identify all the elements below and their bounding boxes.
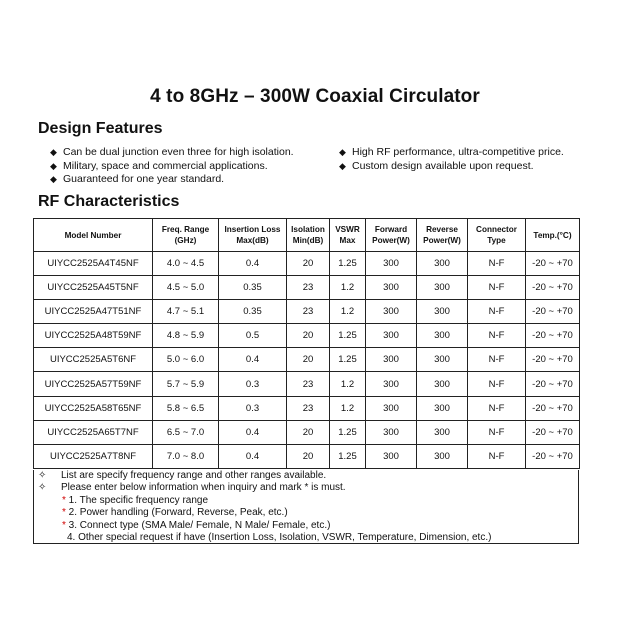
table-cell: 0.35 [219, 276, 287, 300]
note-requirement: * 3. Connect type (SMA Male/ Female, N Male/ Female, etc.) [62, 519, 331, 531]
table-cell: 300 [417, 420, 468, 444]
table-cell: 7.0 ~ 8.0 [153, 444, 219, 468]
table-cell: N-F [468, 444, 526, 468]
table-cell: -20 ~ +70 [526, 420, 580, 444]
table-cell: UIYCC2525A58T65NF [34, 396, 153, 420]
note-requirement: * 1. The specific frequency range [62, 494, 209, 506]
table-cell: N-F [468, 396, 526, 420]
table-cell: 1.2 [330, 372, 366, 396]
table-cell: 1.2 [330, 396, 366, 420]
design-features-heading: Design Features [38, 120, 163, 137]
column-header: Isolation Min(dB) [287, 219, 330, 252]
table-cell: UIYCC2525A48T59NF [34, 324, 153, 348]
table-cell: 23 [287, 372, 330, 396]
table-cell: 0.4 [219, 252, 287, 276]
table-cell: 300 [366, 444, 417, 468]
table-cell: -20 ~ +70 [526, 252, 580, 276]
column-header: Forward Power(W) [366, 219, 417, 252]
rf-characteristics-table [33, 218, 580, 469]
required-star: * [62, 519, 66, 531]
table-row [34, 276, 580, 300]
table-cell: 0.3 [219, 396, 287, 420]
table-cell: 6.5 ~ 7.0 [153, 420, 219, 444]
table-row [34, 324, 580, 348]
table-cell: UIYCC2525A47T51NF [34, 300, 153, 324]
table-cell: 0.4 [219, 444, 287, 468]
feature-item: ◆ Can be dual junction even three for high isolation. [50, 146, 294, 158]
table-cell: UIYCC2525A4T45NF [34, 252, 153, 276]
table-cell: -20 ~ +70 [526, 372, 580, 396]
table-cell: UIYCC2525A7T8NF [34, 444, 153, 468]
four-point-star-icon: ✧ [38, 482, 47, 494]
table-row [34, 420, 580, 444]
rf-characteristics-heading: RF Characteristics [38, 193, 180, 210]
four-point-star-icon: ✧ [38, 470, 47, 481]
table-row [34, 396, 580, 420]
table-cell: 300 [366, 420, 417, 444]
table-cell: 5.7 ~ 5.9 [153, 372, 219, 396]
note-requirement: 4. Other special request if have (Insertion Loss, Isolation, VSWR, Temperature, Dimension, etc.) [67, 531, 492, 543]
column-header: Insertion Loss Max(dB) [219, 219, 287, 252]
column-header: Freq. Range (GHz) [153, 219, 219, 252]
table-cell: 300 [366, 396, 417, 420]
note-requirement: * 2. Power handling (Forward, Reverse, Peak, etc.) [62, 507, 288, 519]
table-cell: 4.0 ~ 4.5 [153, 252, 219, 276]
notes-box [33, 470, 579, 544]
table-cell: 300 [366, 324, 417, 348]
table-cell: 20 [287, 444, 330, 468]
table-cell: N-F [468, 420, 526, 444]
table-cell: 0.5 [219, 324, 287, 348]
table-cell: N-F [468, 372, 526, 396]
table-cell: 1.25 [330, 444, 366, 468]
table-cell: 0.35 [219, 300, 287, 324]
table-cell: N-F [468, 252, 526, 276]
table-cell: 20 [287, 252, 330, 276]
table-cell: 300 [417, 300, 468, 324]
table-row [34, 372, 580, 396]
table-cell: 1.2 [330, 276, 366, 300]
table-cell: 0.4 [219, 420, 287, 444]
table-cell: UIYCC2525A45T5NF [34, 276, 153, 300]
page-title: 4 to 8GHz – 300W Coaxial Circulator [150, 86, 480, 107]
table-cell: 300 [366, 372, 417, 396]
table-cell: 0.3 [219, 372, 287, 396]
column-header: Reverse Power(W) [417, 219, 468, 252]
table-cell: 20 [287, 348, 330, 372]
table-cell: 1.25 [330, 420, 366, 444]
diamond-bullet-icon: ◆ [50, 160, 57, 171]
table-cell: UIYCC2525A65T7NF [34, 420, 153, 444]
table-cell: N-F [468, 300, 526, 324]
required-star: * [62, 494, 66, 506]
table-cell: N-F [468, 348, 526, 372]
table-cell: N-F [468, 324, 526, 348]
feature-item: ◆ Military, space and commercial applications. [50, 159, 268, 172]
note-line: ✧ List are specify frequency range and other ranges available. [38, 470, 327, 481]
table-cell: UIYCC2525A57T59NF [34, 372, 153, 396]
table-cell: 300 [366, 276, 417, 300]
diamond-bullet-icon: ◆ [50, 147, 57, 157]
column-header: Temp.(°C) [526, 219, 580, 252]
table-row [34, 300, 580, 324]
table-cell: 300 [417, 324, 468, 348]
table-cell: 300 [366, 252, 417, 276]
table-cell: -20 ~ +70 [526, 348, 580, 372]
table-cell: 1.25 [330, 348, 366, 372]
table-cell: 300 [417, 396, 468, 420]
table-cell: 4.5 ~ 5.0 [153, 276, 219, 300]
table-cell: 20 [287, 324, 330, 348]
table-cell: 300 [366, 300, 417, 324]
table-cell: -20 ~ +70 [526, 300, 580, 324]
note-items [34, 495, 578, 545]
table-cell: -20 ~ +70 [526, 396, 580, 420]
table-cell: 4.8 ~ 5.9 [153, 324, 219, 348]
feature-item: ◆ Custom design available upon request. [339, 159, 534, 172]
table-cell: 1.25 [330, 324, 366, 348]
note-must-text: Please enter below information when inquiry and mark * is must. [61, 482, 346, 494]
table-row [34, 252, 580, 276]
table-cell: 5.0 ~ 6.0 [153, 348, 219, 372]
required-star: * [62, 507, 66, 519]
design-features-left [50, 146, 294, 187]
table-body [34, 252, 580, 469]
table-cell: N-F [468, 276, 526, 300]
note-line [34, 482, 578, 494]
table-cell: 20 [287, 420, 330, 444]
column-header: Connector Type [468, 219, 526, 252]
diamond-bullet-icon: ◆ [339, 160, 346, 171]
table-cell: 0.4 [219, 348, 287, 372]
table-cell: 23 [287, 300, 330, 324]
diamond-bullet-icon: ◆ [339, 147, 346, 157]
table-cell: 1.25 [330, 252, 366, 276]
table-cell: 300 [417, 444, 468, 468]
table-cell: 23 [287, 276, 330, 300]
feature-item: ◆ Guaranteed for one year standard. [50, 173, 225, 185]
diamond-bullet-icon: ◆ [50, 174, 57, 184]
table-cell: 300 [417, 252, 468, 276]
table-row [34, 348, 580, 372]
table-cell: 4.7 ~ 5.1 [153, 300, 219, 324]
table-cell: -20 ~ +70 [526, 276, 580, 300]
table-cell: 300 [417, 372, 468, 396]
column-header: VSWR Max [330, 219, 366, 252]
table-cell: 300 [366, 348, 417, 372]
table-cell: -20 ~ +70 [526, 324, 580, 348]
table-row [34, 444, 580, 468]
column-header: Model Number [34, 219, 153, 252]
table-cell: 5.8 ~ 6.5 [153, 396, 219, 420]
table-cell: 23 [287, 396, 330, 420]
table-cell: 300 [417, 348, 468, 372]
table-cell: 300 [417, 276, 468, 300]
table-cell: 1.2 [330, 300, 366, 324]
table-cell: UIYCC2525A5T6NF [34, 348, 153, 372]
table-header [34, 219, 580, 252]
design-features-right [339, 146, 564, 173]
feature-item: ◆ High RF performance, ultra-competitive price. [339, 146, 564, 158]
table-cell: -20 ~ +70 [526, 444, 580, 468]
